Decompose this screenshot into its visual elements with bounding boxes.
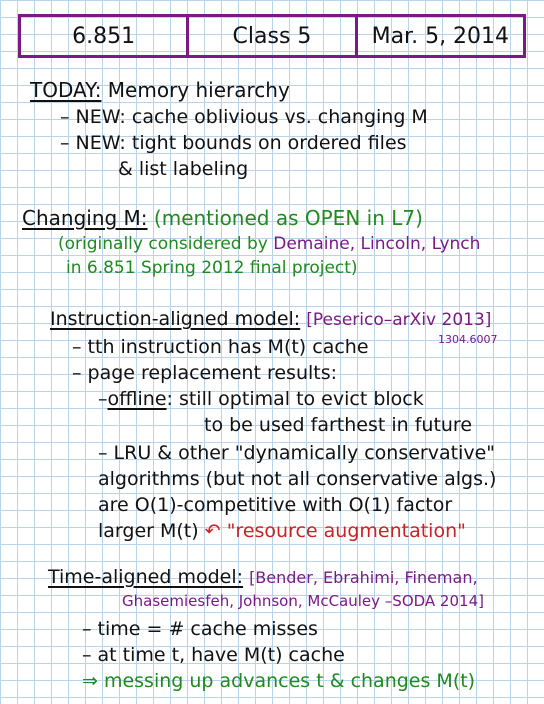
time-line-3: ⇒ messing up advances t & changes M(t) <box>82 670 476 692</box>
instruction-line <box>50 310 491 329</box>
today-topic: Memory hierarchy <box>107 78 290 102</box>
today-item-1: – NEW: cache oblivious vs. changing M <box>60 106 428 128</box>
credit-prefix: (originally considered by <box>58 234 274 254</box>
resource-augmentation-note: "resource augmentation" <box>226 520 466 542</box>
offline-label: offline <box>107 388 167 410</box>
today-line <box>30 80 290 100</box>
instruction-ref-id: 1304.6007 <box>438 333 498 346</box>
changing-credit-2: in 6.851 Spring 2012 final project) <box>66 258 358 278</box>
instruction-ref: [Peserico–arXiv 2013] <box>306 310 492 330</box>
changing-heading: Changing M: <box>22 206 148 230</box>
today-label: TODAY: <box>30 78 102 102</box>
instruction-line-2: – page replacement results: <box>72 362 338 384</box>
offline-line: –offline: still optimal to evict block <box>98 388 424 410</box>
instruction-heading: Instruction-aligned model: <box>50 308 301 330</box>
lru-line-3: are O(1)-competitive with O(1) factor <box>98 494 453 516</box>
lecture-date: Mar. 5, 2014 <box>355 17 523 55</box>
offline-text: : still optimal to evict block <box>166 388 424 410</box>
offline-text-cont: to be used farthest in future <box>204 414 473 436</box>
instruction-line-1: – tth instruction has M(t) cache <box>72 336 369 358</box>
credit-names: Demaine, Lincoln, Lynch <box>273 234 481 254</box>
time-line-1: – time = # cache misses <box>82 618 318 640</box>
class-number: Class 5 <box>186 17 354 55</box>
changing-note: (mentioned as OPEN in L7) <box>153 206 423 230</box>
today-item-2-cont: & list labeling <box>118 158 249 180</box>
time-ref-2: Ghasemiesfeh, Johnson, McCauley –SODA 2014] <box>122 592 484 610</box>
today-item-2: – NEW: tight bounds on ordered files <box>60 132 407 154</box>
changing-credit-1 <box>58 236 480 253</box>
arrow-icon: ↶ <box>204 520 221 542</box>
lru-line-4 <box>98 522 466 541</box>
time-ref-1: [Bender, Ebrahimi, Fineman, <box>249 568 478 587</box>
lru-line-1: – LRU & other "dynamically conservative" <box>98 442 496 464</box>
lru-line-4-text: larger M(t) <box>98 520 199 542</box>
course-number: 6.851 <box>72 23 136 49</box>
changing-line <box>22 208 423 228</box>
time-line <box>48 568 478 587</box>
lru-line-2: algorithms (but not all conservative algs.) <box>98 468 497 490</box>
header-box <box>18 14 526 58</box>
time-line-2: – at time t, have M(t) cache <box>82 644 345 666</box>
time-heading: Time-aligned model: <box>48 566 244 588</box>
